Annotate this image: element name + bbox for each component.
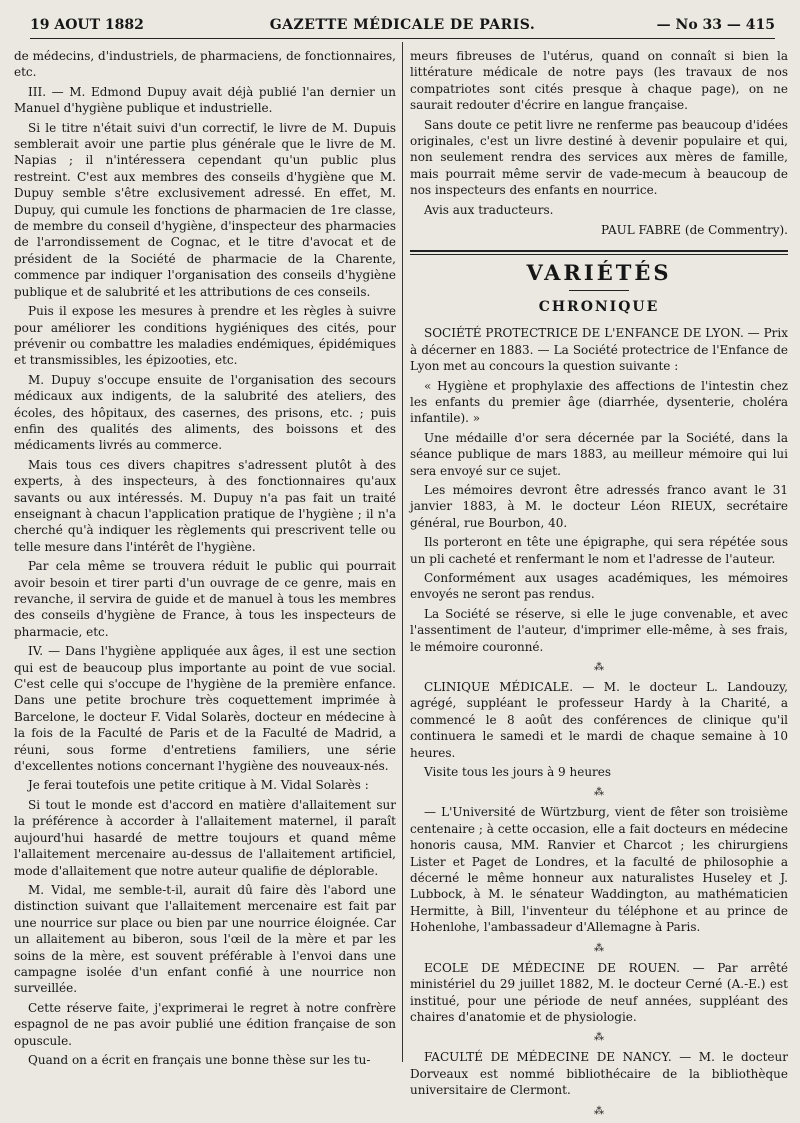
paragraph: M. Vidal, me semble-t-il, aurait dû faire dès l'abord une distinction suivant que l'allaitement mercenaire est fait par une nourrice sur place ou bien par une nourrice éloignée. Car un allaitement au biberon, sous l'œil de la mère et par les soins de la mère, est souvent préférable à l'envoi dans une campagne isolée d'un enfant confié à une nourrice non surveillée. (14, 882, 396, 996)
paragraph: M. Dupuy s'occupe ensuite de l'organisation des secours médicaux aux indigents, de la salubrité des ateliers, des écoles, des hôpitaux, des casernes, des prisons, etc. ; puis enfin des qualités des aliments, des boissons et des médicaments livrés au commerce. (14, 372, 396, 453)
asterism-separator: ⁂ (594, 787, 604, 799)
paragraph: FACULTÉ DE MÉDECINE DE NANCY. — M. le docteur Dorveaux est nommé bibliothécaire de la bibliothèque universitaire de Clermont. (410, 1050, 788, 1098)
asterism-separator: ⁂ (594, 662, 604, 673)
paragraph: La Société se réserve, si elle le juge convenable, et avec l'assentiment de l'auteur, d'imprimer elle-même, à ses frais, le mémoire couronné. (410, 606, 788, 654)
paragraph: Je ferai toutefois une petite critique à M. Vidal Solarès : (28, 778, 369, 793)
paragraph: SOCIÉTÉ PROTECTRICE DE L'ENFANCE DE LYON. — Prix à décerner en 1883. — La Société protectrice de l'Enfance de Lyon met au concours la question suivante : (410, 326, 788, 374)
paragraph: Si le titre n'était suivi d'un correctif, le livre de M. Dupuis semblerait avoir une partie plus générale que le livre de M. Napias ; il n'intéressera cependant qu'un public plus restreint. C'est aux membres des conseils d'hygiène que M. Dupuy semble s'être exclusivement adressé. En effet, M. Dupuy, qui cumule les fonctions de pharmacien de 1re classe, de membre du conseil d'hygiène, d'inspecteur des pharmacies de l'arrondissement de Cognac, et le titre d'avocat et de président de la Société de pharmacie de la Charente, commence par indiquer l'organisation des conseils d'hygiène publique et de salubrité et les attributions de ces conseils. (14, 120, 396, 299)
paragraph: Avis aux traducteurs. (424, 202, 554, 217)
asterism-separator: ⁂ (594, 1032, 604, 1044)
header-page-number: — No 33 — 415 (656, 17, 775, 33)
paragraph: Quand on a écrit en français une bonne thèse sur les tu- (28, 1052, 371, 1067)
header-title: GAZETTE MÉDICALE DE PARIS. (269, 17, 536, 33)
left-column (14, 48, 396, 1071)
paragraph: meurs fibreuses de l'utérus, quand on connaît si bien la littérature médicale de notre pays (les travaux de nos compatriotes sont cités presque à chaque page), on ne saurait redouter d'écrire en langue française. (410, 49, 788, 113)
author-signature: PAUL FABRE (de Commentry). (600, 223, 788, 238)
paragraph: Cette réserve faite, j'exprimerai le regret à notre confrère espagnol de ne pas avoir publié une édition française de son opuscule. (14, 1000, 396, 1048)
paragraph: Par cela même se trouvera réduit le public qui pourrait avoir besoin et tirer parti d'un ouvrage de ce genre, mais en revanche, il servira de guide et de manuel à tous les membres des conseils d'hygiène de France, à tous les inspecteurs de pharmacie, etc. (14, 559, 396, 639)
paragraph: Puis il expose les mesures à prendre et les règles à suivre pour améliorer les conditions hygiéniques des cités, pour prévenir ou combattre les maladies endémiques, épidémiques et transmissibles, les épizooties, etc. (14, 304, 396, 368)
title-underline (569, 290, 629, 291)
paragraph: Conformément aux usages académiques, les mémoires envoyés ne seront pas rendus. (410, 570, 788, 602)
paragraph: ECOLE DE MÉDECINE DE ROUEN. — Par arrêté ministériel du 29 juillet 1882, M. le docteur Cerné (A.-E.) est institué, pour une période de neuf années, suppléant des chaires d'anatomie et de physiologie. (410, 960, 788, 1024)
page-header (30, 12, 775, 39)
asterism-separator: ⁂ (594, 942, 604, 954)
section-title: VARIÉTÉS (526, 260, 672, 286)
column-divider (402, 42, 403, 1062)
subsection-title: CHRONIQUE (538, 298, 660, 315)
paragraph: Une médaille d'or sera décernée par la Société, dans la séance publique de mars 1883, au meilleur mémoire qui lui sera envoyé sur ce sujet. (410, 430, 788, 478)
paragraph: « Hygiène et prophylaxie des affections de l'intestin chez les enfants du premier âge (diarrhée, dysenterie, choléra infantile). » (410, 378, 788, 426)
right-column (410, 48, 788, 1123)
header-date: 19 AOUT 1882 (30, 17, 144, 33)
paragraph: Si tout le monde est d'accord en matière d'allaitement sur la préférence à accorder à l'allaitement maternel, il paraît aujourd'hui hasardé de mettre toujours et quand même l'allaitement mercenaire au-dessus de l'allaitement artificiel, mode d'allaitement que notre auteur qualifie de déplorable. (14, 797, 396, 878)
paragraph: CLINIQUE MÉDICALE. — M. le docteur L. Landouzy, agrégé, suppléant le professeur Hardy à la Charité, a commencé le 8 août des conférences de clinique qu'il continuera le samedi et le mardi de chaque semaine à 10 heures. (410, 680, 788, 760)
paragraph: III. — M. Edmond Dupuy avait déjà publié l'an dernier un Manuel d'hygiène publique et industrielle. (14, 84, 396, 116)
paragraph: Mais tous ces divers chapitres s'adressent plutôt à des experts, à des inspecteurs, à des fonctionnaires qu'aux savants ou aux intéressés. M. Dupuy n'a pas fait un traité enseignant à chacun l'application pratique de l'hygiène ; il n'a cherché qu'à indiquer les règlements qui prescrivent telle ou telle mesure dans l'intérêt de l'hygiène. (14, 457, 396, 554)
asterism-separator: ⁂ (594, 1105, 604, 1117)
paragraph: Sans doute ce petit livre ne renferme pas beaucoup d'idées originales, c'est un livre destiné à devenir populaire et qui, non seulement rendra des services aux mères de famille, mais pourrait même servir de vade-mecum à beaucoup de nos inspecteurs des enfants en nourrice. (410, 117, 788, 198)
paragraph: Les mémoires devront être adressés franco avant le 31 janvier 1883, à M. le docteur Léon RIEUX, secrétaire général, rue Bourbon, 40. (410, 482, 788, 530)
paragraph: IV. — Dans l'hygiène appliquée aux âges, il est une section qui est de beaucoup plus importante au point de vue social. C'est celle qui s'occupe de l'hygiène de la première enfance. Dans une petite brochure très coquettement imprimée à Barcelone, le docteur F. Vidal Solarès, docteur en médecine à la fois de la Faculté de Paris et de la Faculté de Madrid, a réuni, sous forme d'entretiens familiers, une série d'excellentes notions concernant l'hygiène des nouveaux-nés. (14, 644, 396, 774)
paragraph: Ils porteront en tête une épigraphe, qui sera répétée sous un pli cacheté et renfermant le nom et l'adresse de l'auteur. (410, 535, 788, 566)
paragraph: de médecins, d'industriels, de pharmaciens, de fonctionnaires, etc. (14, 49, 396, 80)
section-rule (410, 250, 788, 255)
paragraph: — L'Université de Würtzburg, vient de fêter son troisième centenaire ; à cette occasion, elle a fait docteurs en médecine honoris causa, MM. Ranvier et Charcot ; les chirurgiens Lister et Paget de Londres, et la faculté de philosophie a décerné le même honneur aux naturalistes Huseley et J. Lubbock, à M. le sénateur Waddington, au mathématicien Hermitte, à Bill, l'inventeur du téléphone et au prince de Hohenlohe, l'ambassadeur d'Allemagne à Paris. (410, 805, 788, 935)
paragraph: Visite tous les jours à 9 heures (424, 765, 612, 780)
